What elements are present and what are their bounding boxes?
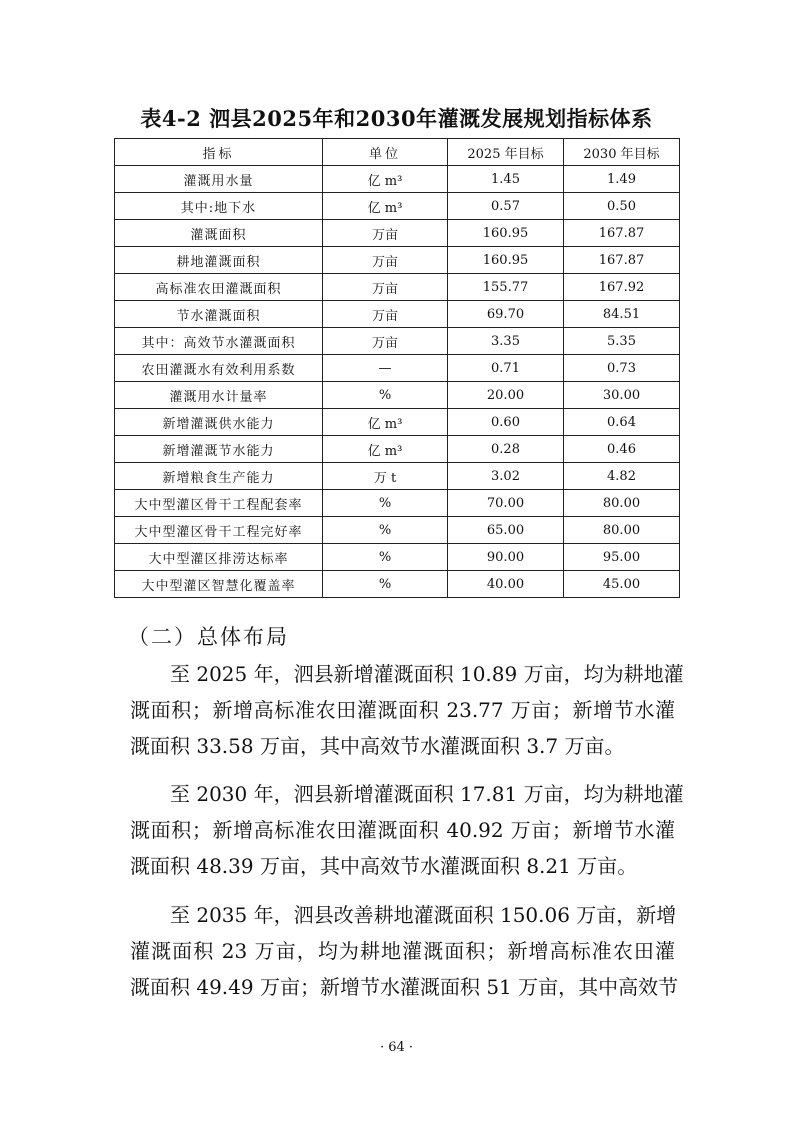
table-row: [115, 409, 680, 436]
cell-unit: 万 t: [323, 463, 448, 490]
paragraph-line: 溉面积 48.39 万亩，其中高效节水灌溉面积 8.21 万亩。: [130, 854, 638, 878]
paragraph-line: 至 2030 年，泗县新增灌溉面积 17.81 万亩，均为耕地灌: [170, 782, 684, 806]
table-row: [115, 517, 680, 544]
table-header-row: [115, 139, 680, 166]
cell-unit: 亿 m³: [323, 193, 448, 220]
cell-2025-target: 70.00: [448, 490, 564, 517]
section-heading: （二）总体布局: [128, 625, 289, 649]
cell-unit: %: [323, 544, 448, 571]
cell-2030-target: 167.87: [564, 220, 680, 247]
paragraph-line: 溉面积 49.49 万亩；新增节水灌溉面积 51 万亩，其中高效节: [130, 975, 679, 999]
cell-2025-target: 160.95: [448, 220, 564, 247]
cell-indicator: 灌溉面积: [115, 220, 323, 247]
cell-indicator: 灌溉用水量: [115, 166, 323, 193]
cell-indicator: 节水灌溉面积: [115, 301, 323, 328]
table-body: [115, 166, 680, 598]
table-row: [115, 436, 680, 463]
cell-2030-target: 0.64: [564, 409, 680, 436]
cell-indicator: 农田灌溉水有效利用系数: [115, 355, 323, 382]
cell-indicator: 新增灌溉节水能力: [115, 436, 323, 463]
paragraph-2030: [130, 776, 684, 884]
cell-2025-target: 160.95: [448, 247, 564, 274]
cell-unit: %: [323, 382, 448, 409]
cell-indicator: 大中型灌区骨干工程完好率: [115, 517, 323, 544]
cell-indicator: 新增粮食生产能力: [115, 463, 323, 490]
cell-unit: %: [323, 571, 448, 598]
cell-indicator: 其中:地下水: [115, 193, 323, 220]
cell-2030-target: 80.00: [564, 517, 680, 544]
table-row: [115, 463, 680, 490]
cell-2030-target: 30.00: [564, 382, 680, 409]
cell-2025-target: 90.00: [448, 544, 564, 571]
cell-unit: %: [323, 517, 448, 544]
cell-2030-target: 0.46: [564, 436, 680, 463]
cell-indicator: 灌溉用水计量率: [115, 382, 323, 409]
paragraph-line: 溉面积；新增高标准农田灌溉面积 40.92 万亩；新增节水灌: [130, 818, 675, 842]
cell-2025-target: 40.00: [448, 571, 564, 598]
paragraph-2035: [130, 897, 679, 1005]
cell-unit: %: [323, 490, 448, 517]
table-row: [115, 247, 680, 274]
cell-indicator: 新增灌溉供水能力: [115, 409, 323, 436]
cell-2030-target: 95.00: [564, 544, 680, 571]
cell-2025-target: 65.00: [448, 517, 564, 544]
cell-unit: 万亩: [323, 328, 448, 355]
cell-2025-target: 155.77: [448, 274, 564, 301]
cell-2025-target: 20.00: [448, 382, 564, 409]
cell-unit: 亿 m³: [323, 436, 448, 463]
cell-unit: 万亩: [323, 301, 448, 328]
cell-2030-target: 167.87: [564, 247, 680, 274]
cell-unit: 亿 m³: [323, 166, 448, 193]
table-title: 表4-2 泗县2025年和2030年灌溉发展规划指标体系: [140, 106, 653, 131]
cell-unit: —: [323, 355, 448, 382]
paragraph-line: 溉面积 33.58 万亩，其中高效节水灌溉面积 3.7 万亩。: [130, 734, 625, 758]
table-row: [115, 274, 680, 301]
cell-2030-target: 1.49: [564, 166, 680, 193]
column-header-2030-target: 2030 年目标: [564, 139, 680, 166]
cell-2025-target: 0.28: [448, 436, 564, 463]
cell-2025-target: 0.60: [448, 409, 564, 436]
column-header-indicator: 指标: [115, 139, 323, 166]
cell-2030-target: 0.73: [564, 355, 680, 382]
cell-unit: 万亩: [323, 247, 448, 274]
cell-2030-target: 0.50: [564, 193, 680, 220]
cell-indicator: 大中型灌区智慧化覆盖率: [115, 571, 323, 598]
cell-indicator: 高标准农田灌溉面积: [115, 274, 323, 301]
table-row: [115, 193, 680, 220]
cell-unit: 万亩: [323, 220, 448, 247]
cell-2025-target: 69.70: [448, 301, 564, 328]
table-row: [115, 544, 680, 571]
indicator-table: [114, 138, 680, 598]
page-number: · 64 ·: [379, 1040, 414, 1055]
table-row: [115, 328, 680, 355]
table-row: [115, 382, 680, 409]
paragraph-2025: [130, 656, 684, 764]
paragraph-line: 溉面积；新增高标准农田灌溉面积 23.77 万亩；新增节水灌: [130, 698, 675, 722]
paragraph-line: 灌溉面积 23 万亩，均为耕地灌溉面积；新增高标准农田灌: [130, 939, 675, 963]
cell-indicator: 大中型灌区排涝达标率: [115, 544, 323, 571]
cell-2030-target: 5.35: [564, 328, 680, 355]
cell-2025-target: 0.57: [448, 193, 564, 220]
table-row: [115, 166, 680, 193]
table-row: [115, 490, 680, 517]
column-header-2025-target: 2025 年目标: [448, 139, 564, 166]
cell-2025-target: 3.35: [448, 328, 564, 355]
cell-indicator: 耕地灌溉面积: [115, 247, 323, 274]
cell-indicator: 其中：高效节水灌溉面积: [115, 328, 323, 355]
paragraph-line: 至 2025 年，泗县新增灌溉面积 10.89 万亩，均为耕地灌: [170, 662, 684, 686]
table-row: [115, 220, 680, 247]
cell-2030-target: 167.92: [564, 274, 680, 301]
table-row: [115, 355, 680, 382]
table-row: [115, 301, 680, 328]
cell-indicator: 大中型灌区骨干工程配套率: [115, 490, 323, 517]
cell-2030-target: 4.82: [564, 463, 680, 490]
cell-2030-target: 80.00: [564, 490, 680, 517]
column-header-unit: 单位: [323, 139, 448, 166]
paragraph-line: 至 2035 年，泗县改善耕地灌溉面积 150.06 万亩，新增: [170, 903, 677, 927]
cell-2030-target: 84.51: [564, 301, 680, 328]
cell-unit: 亿 m³: [323, 409, 448, 436]
cell-2030-target: 45.00: [564, 571, 680, 598]
cell-2025-target: 1.45: [448, 166, 564, 193]
cell-2025-target: 0.71: [448, 355, 564, 382]
cell-unit: 万亩: [323, 274, 448, 301]
table-row: [115, 571, 680, 598]
cell-2025-target: 3.02: [448, 463, 564, 490]
